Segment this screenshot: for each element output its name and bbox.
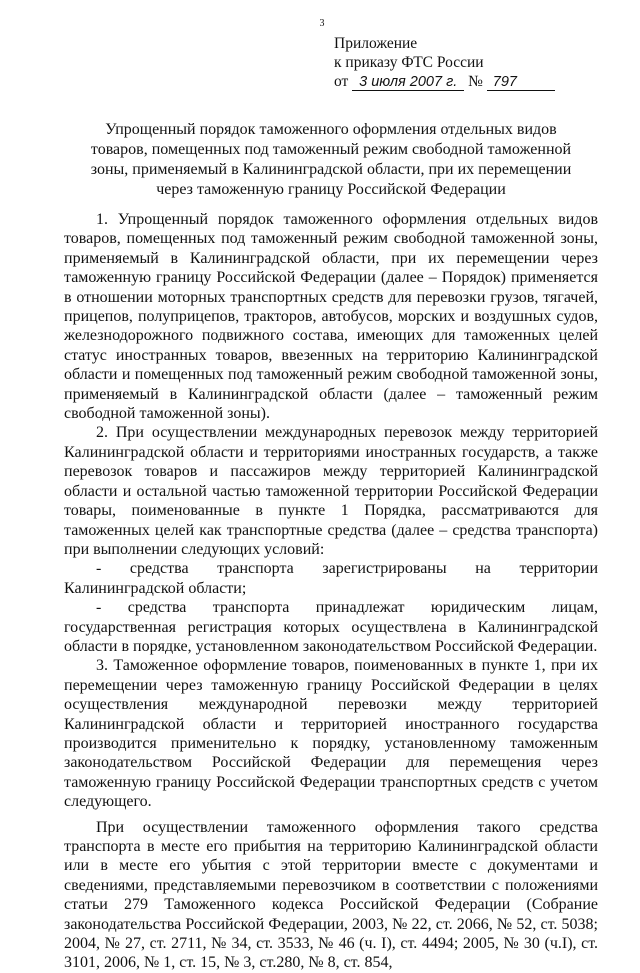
date-prefix: от — [334, 73, 349, 90]
paragraph-4: При осуществлении таможенного оформления такого средства транспорта в месте его прибытия на территорию Калининградской области или в месте его убытия с этой территории вместе с документами и сведениями, представляемыми перевозчиком в соответствии с положениями статьи 279 Таможенного кодекса Российской Федерации (Собрание законодательства Российской Федерации, 2003, № 22, ст. 2066, № 52, ст. 5038; 2004, № 27, ст. 2711, № 34, ст. 3533, № 46 (ч. I), ст. 4494; 2005, № 30 (ч.I), ст. 3101, 2006, № 1, ст. 15, № 3, ст.280, № 8, ст. 854, — [64, 818, 598, 972]
order-number: 797 — [487, 75, 555, 91]
paragraph-2: 2. При осуществлении международных перевозок между территорией Калининградской области и территориями иностранных государств, а также перевозок товаров и пассажиров между территорией Калининградской области и остальной частью таможенной территории Российской Федерации товары, поименованные в пункте 1 Порядка, рассматриваются для таможенных целей как транспортные средства (далее – средства транспорта) при выполнении следующих условий: — [64, 424, 598, 558]
number-prefix: № — [468, 73, 483, 90]
paragraph-1: 1. Упрощенный порядок таможенного оформления отдельных видов товаров, помещенных под таможенный режим свободной таможенной зоны, применяемый в Калининградской области, при их перемещении через таможенную границу Российской Федерации (далее – Порядок) применяется в отношении моторных транспортных средств для перевозки грузов, тягачей, прицепов, полуприцепов, тракторов, автобусов, морских и воздушных судов, железнодорожного подвижного состава, имеющих для таможенных целей статус иностранных товаров, ввезенных на территорию Калининградской области и помещенных под таможенный режим свободной таможенной зоны, применяемый в Калининградской области (далее – таможенный режим свободной таможенной зоны). — [64, 211, 598, 423]
order-date: 3 июля 2007 г. — [352, 75, 464, 91]
annex-header — [334, 34, 624, 91]
annex-order-reference: к приказу ФТС России — [334, 54, 484, 71]
condition-2: - средства транспорта принадлежат юридическим лицам, государственная регистрация которых осуществлена в Калининградской области в порядке, установленном законодательством Российской Федерации. — [64, 599, 598, 655]
page-number: 3 — [319, 18, 325, 29]
annex-title: Приложение — [334, 35, 418, 52]
document-body — [64, 210, 598, 973]
condition-1: - средства транспорта зарегистрированы на территории Калининградской области; — [64, 560, 598, 597]
annex-date-line — [334, 72, 624, 91]
paragraph-3: 3. Таможенное оформление товаров, поименованных в пункте 1, при их перемещении через таможенную границу Российской Федерации в целях осуществления международной перевозки между территорией Калининградской области и территорией иностранного государства производится применительно к порядку, установленному таможенным законодательством Российской Федерации для перемещения через таможенную границу Российской Федерации транспортных средств с учетом следующего. — [64, 657, 598, 811]
document-title: Упрощенный порядок таможенного оформления отдельных видов товаров, помещенных под таможенный режим свободной таможенной зоны, применяемый в Калининградской области, при их перемещении через таможенную границу Российской Федерации — [90, 121, 572, 198]
